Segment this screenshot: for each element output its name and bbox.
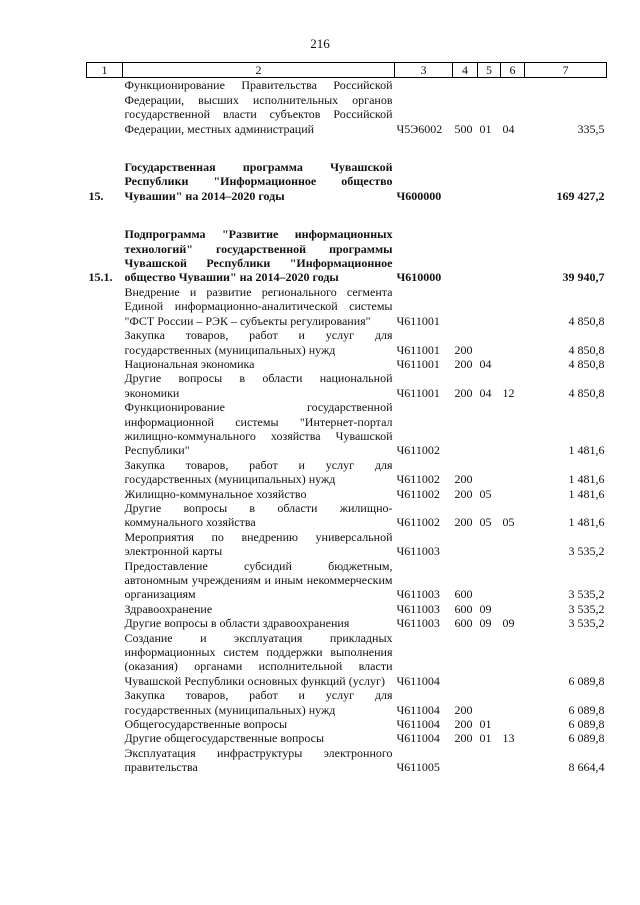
row-col6 [501,717,525,731]
row-number [87,631,123,689]
row-name: Подпрограмма "Развитие информационных технологий" государственной программы Чувашской Республики "Информационное общество Чувашии" на 2014–2020 годы [124,227,393,285]
row-number [87,371,123,400]
row-col6 [501,285,525,328]
row-col6 [501,631,525,689]
row-col5 [478,746,501,775]
row-col4: 200 [454,717,473,732]
header-cell: 4 [453,63,478,78]
row-amount: 3 535,2 [568,601,605,616]
table-row [87,328,607,357]
row-name: Функционирование государственной информационной системы "Интернет-портал жилищно-коммунального хозяйства Чувашской Республики" [124,400,393,458]
table-row [87,559,607,602]
row-code: Ч611003 [396,616,440,631]
row-col5: 04 [479,385,492,400]
row-code: Ч611002 [396,515,440,530]
table-row [87,160,607,203]
row-number [87,328,123,357]
row-name: Жилищно-коммунальное хозяйство [124,486,307,501]
row-name: Здравоохранение [124,601,213,616]
row-name: Внедрение и развитие регионального сегмента Единой информационно-аналитической системы "ФСТ России – РЭК – субъекты регулирования" [124,284,393,328]
row-name: Предоставление субсидий бюджетным, автономным учреждениям и иным некоммерческим организациям [124,558,393,602]
row-name: Другие вопросы в области здравоохранения [124,616,350,631]
row-col6: 05 [502,515,515,530]
row-col6 [501,400,525,458]
row-col4 [453,160,478,203]
row-number [87,530,123,559]
row-col4: 600 [454,587,473,602]
row-name: Общегосударственные вопросы [124,717,288,732]
row-amount: 3 535,2 [568,616,605,631]
row-col6 [501,559,525,602]
row-code: Ч611004 [396,702,440,717]
row-col5: 04 [479,356,492,371]
table-row [87,631,607,689]
row-name: Закупка товаров, работ и услуг для государственных (муниципальных) нужд [124,457,393,487]
row-number: 15.1. [88,270,113,285]
row-name: Другие вопросы в области жилищно-коммунального хозяйства [124,500,393,530]
row-col6: 12 [502,385,515,400]
row-col5: 01 [479,731,492,746]
row-col6: 04 [502,121,515,136]
row-col5 [478,227,501,285]
row-col4: 200 [454,342,473,357]
row-col6 [501,357,525,371]
row-code: Ч611002 [396,443,440,458]
row-col6 [501,227,525,285]
row-name: Другие общегосударственные вопросы [124,731,325,746]
table-row [87,227,607,285]
table-row [87,746,607,775]
row-number [87,746,123,775]
header-row [87,63,607,78]
row-code: Ч611001 [396,385,440,400]
row-number [87,458,123,487]
row-amount: 1 481,6 [568,443,605,458]
row-number [87,688,123,717]
row-amount: 6 089,8 [568,673,605,688]
row-number [87,357,123,371]
row-code: Ч611003 [396,601,440,616]
row-col6 [501,328,525,357]
table-row [87,717,607,731]
row-code: Ч611004 [396,731,440,746]
row-col4 [453,400,478,458]
row-col6: 13 [502,731,515,746]
row-col5 [478,559,501,602]
row-name: Мероприятия по внедрению универсальной электронной карты [124,529,393,559]
row-col5: 01 [479,717,492,732]
table-row [87,501,607,530]
row-name: Функционирование Правительства Российской Федерации, высших исполнительных органов государственной власти субъектов Российской Федерации, местных администраций [124,78,393,136]
row-amount: 4 850,8 [568,313,605,328]
row-col6 [501,160,525,203]
row-name: Эксплуатация инфраструктуры электронного правительства [124,745,393,775]
row-amount: 1 481,6 [568,472,605,487]
table-row [87,731,607,745]
row-col4: 200 [454,385,473,400]
row-code: Ч611003 [396,544,440,559]
row-code: Ч611001 [396,356,440,371]
row-col5: 01 [479,121,492,136]
row-col4 [453,285,478,328]
row-col4: 200 [454,702,473,717]
row-code: Ч600000 [396,188,442,203]
row-col5 [478,458,501,487]
row-name: Создание и эксплуатация прикладных информационных систем поддержки выполнения (оказания) органами исполнительной власти Чувашской Республики основных функций (услуг) [124,630,393,688]
row-name: Закупка товаров, работ и услуг для государственных (муниципальных) нужд [124,688,393,717]
row-number [87,731,123,745]
row-col4: 600 [454,616,473,631]
row-col5 [478,400,501,458]
row-col5 [478,688,501,717]
row-number [87,400,123,458]
row-col4 [453,227,478,285]
row-code: Ч611002 [396,472,440,487]
row-number [87,285,123,328]
row-amount: 169 427,2 [556,188,605,203]
row-code: Ч611004 [396,717,440,732]
row-name: Национальная экономика [124,356,255,371]
row-code: Ч5Э6002 [396,121,443,136]
row-col6 [501,458,525,487]
table-row [87,530,607,559]
row-col5 [478,160,501,203]
header-cell: 2 [123,63,395,78]
row-code: Ч611005 [396,760,440,775]
row-amount: 1 481,6 [568,486,605,501]
row-number: 15. [88,188,104,203]
row-col4: 200 [454,356,473,371]
header-cell: 1 [87,63,123,78]
row-number [87,602,123,616]
row-amount: 6 089,8 [568,717,605,732]
row-col4: 200 [454,731,473,746]
row-code: Ч611002 [396,486,440,501]
table-row [87,602,607,616]
row-col5 [478,631,501,689]
row-col4: 200 [454,486,473,501]
table-row [87,357,607,371]
row-name: Закупка товаров, работ и услуг для государственных (муниципальных) нужд [124,328,393,357]
row-col5 [478,328,501,357]
row-code: Ч611003 [396,587,440,602]
table-row [87,688,607,717]
table-row [87,616,607,630]
row-number [87,559,123,602]
table-row [87,400,607,458]
row-amount: 1 481,6 [568,515,605,530]
row-number [87,78,123,136]
row-col5 [478,530,501,559]
page-number: 216 [310,36,330,51]
row-col5: 05 [479,515,492,530]
header-cell: 6 [501,63,525,78]
row-col4 [453,746,478,775]
row-col6 [501,487,525,501]
row-name: Другие вопросы в области национальной экономики [124,371,393,400]
table-row [87,285,607,328]
row-number [87,487,123,501]
header-cell: 7 [525,63,607,78]
row-amount: 6 089,8 [568,702,605,717]
table-row [87,458,607,487]
table-row [87,371,607,400]
row-code: Ч611001 [396,313,440,328]
row-col4: 600 [454,601,473,616]
row-col4: 500 [454,121,473,136]
row-amount: 3 535,2 [568,544,605,559]
row-number [87,616,123,630]
header-cell: 5 [478,63,501,78]
row-code: Ч610000 [396,270,442,285]
row-col6 [501,688,525,717]
row-amount: 8 664,4 [568,760,605,775]
row-amount: 4 850,8 [568,356,605,371]
header-cell: 3 [395,63,453,78]
row-number [87,717,123,731]
row-col6 [501,602,525,616]
row-col5: 09 [479,616,492,631]
row-col6 [501,746,525,775]
row-amount: 6 089,8 [568,731,605,746]
row-code: Ч611001 [396,342,440,357]
budget-table [86,62,607,775]
table-row [87,78,607,136]
row-col5: 09 [479,601,492,616]
row-col4: 200 [454,472,473,487]
row-col5 [478,285,501,328]
table-row [87,487,607,501]
row-col4: 200 [454,515,473,530]
row-col6 [501,530,525,559]
row-number [87,501,123,530]
row-col5: 05 [479,486,492,501]
row-amount: 39 940,7 [562,270,605,285]
row-col6: 09 [502,616,515,631]
row-amount: 4 850,8 [568,342,605,357]
row-col4 [453,631,478,689]
row-amount: 4 850,8 [568,385,605,400]
row-col4 [453,530,478,559]
row-code: Ч611004 [396,673,440,688]
row-amount: 335,5 [577,121,605,136]
row-amount: 3 535,2 [568,587,605,602]
row-name: Государственная программа Чувашской Республики "Информационное общество Чувашии" на 2014–2020 годы [124,160,393,203]
